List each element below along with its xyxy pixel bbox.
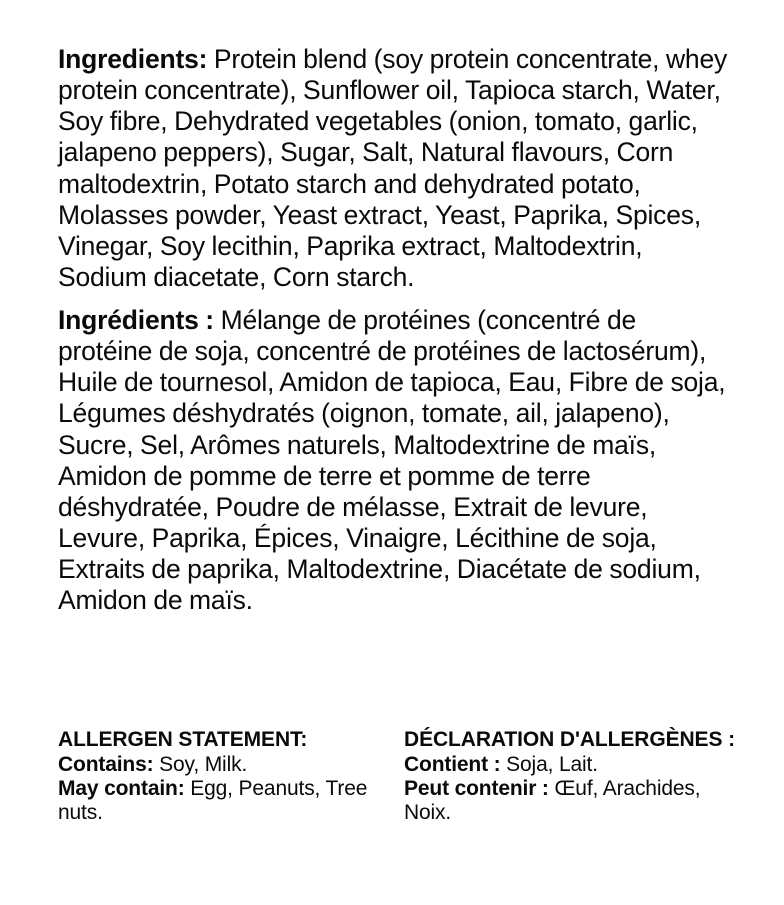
allergen-contains-french — [404, 753, 738, 777]
allergen-contains-english — [58, 753, 398, 777]
ingredients-english-heading: Ingredients: — [58, 44, 208, 74]
allergen-may-contain-label-french: Peut contenir : — [404, 776, 549, 800]
ingredients-french-text: Mélange de protéines (concentré de protéine de soja, concentré de protéines de lactosérum), Huile de tournesol, Amidon de tapioca, Eau, Fibre de soja, Légumes déshydratés (oignon, tomate, ail, jalapeno), Sucre, Sel, Arômes naturels, Maltodextrine de maïs, Amidon de pomme de terre et pomme de terre déshydratée, Poudre de mélasse, Extrait de levure, Levure, Paprika, Épices, Vinaigre, Lécithine de soja, Extraits de paprika, Maltodextrine, Diacétate de sodium, Amidon de maïs. — [58, 305, 726, 616]
allergen-may-contain-value-french: Œuf, Arachides, Noix. — [404, 776, 701, 824]
allergen-contains-value-english: Soy, Milk. — [153, 752, 248, 776]
ingredients-french — [58, 305, 732, 616]
allergen-contains-label-french: Contient : — [404, 752, 501, 776]
allergen-column-french — [398, 728, 738, 825]
allergen-title-english: ALLERGEN STATEMENT: — [58, 728, 308, 751]
allergen-may-contain-value-english: Egg, Peanuts, Tree nuts. — [58, 776, 368, 824]
allergen-title-french: DÉCLARATION D'ALLERGÈNES : — [404, 728, 736, 751]
allergen-may-contain-french — [404, 777, 738, 825]
ingredients-english-text: Protein blend (soy protein concentrate, whey protein concentrate), Sunflower oil, Tapioca starch, Water, Soy fibre, Dehydrated vegetables (onion, tomato, garlic, jalapeno peppers), Sugar, Salt, Natural flavours, Corn maltodextrin, Potato starch and dehydrated potato, Molasses powder, Yeast extract, Yeast, Paprika, Spices, Vinegar, Soy lecithin, Paprika extract, Maltodextrin, Sodium diacetate, Corn starch. — [58, 44, 728, 292]
ingredients-french-heading: Ingrédients : — [58, 305, 214, 335]
allergen-column-english — [58, 728, 398, 825]
allergen-contains-value-french: Soja, Lait. — [500, 752, 598, 776]
ingredients-english — [58, 44, 732, 293]
allergen-may-contain-english — [58, 777, 398, 825]
allergen-may-contain-label-english: May contain: — [58, 776, 185, 800]
allergen-statement-area — [58, 728, 738, 825]
allergen-contains-label-english: Contains: — [58, 752, 154, 776]
